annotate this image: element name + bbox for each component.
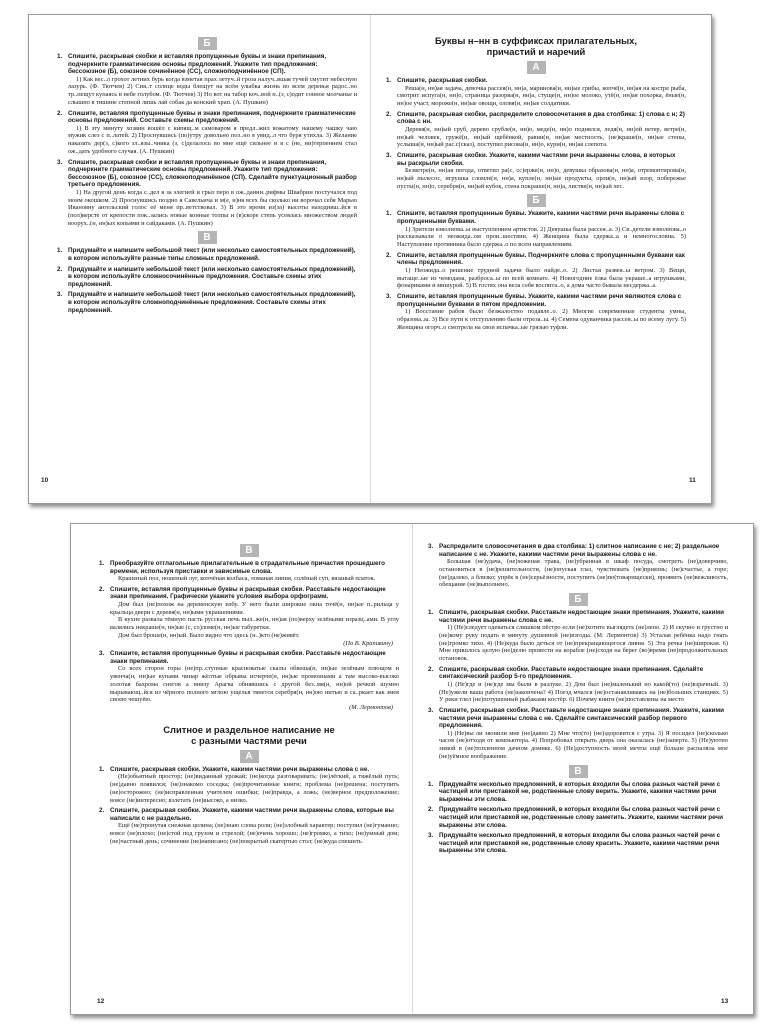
task-2: [99, 586, 399, 601]
task-instruction: Спишите, раскрывая скобки. Укажите, какими частями речи выражены слова, которые вы написали с не раздельно.: [110, 807, 394, 822]
task-instruction: Спишите, раскрывая скобки. Укажите, какими частями речи выражены слова, в которых вы раскрыли скобки.: [397, 152, 676, 167]
task-text: 1) (Не)где и (не)где мы были в разлуке. 2) Дом был (не)маленький но какой(то) (не)взрачный. 3) (Не)ужели ваша работа (не)закончена? 4) Поезд мчался (не)останавливаясь на (не)больших станциях. 5) У реки тлел (не)потушенный рыбаками костёр. 6) Почему книги (не)поставлены на место: [439, 680, 728, 704]
section-title: [386, 35, 686, 57]
section-title-line: Слитное и раздельное написание не: [163, 723, 335, 735]
task-instruction: Спишите, раскрывая скобки. Расставьте недостающие знаки препинания. Укажите, какими частями речи выражены слова с не.: [439, 609, 725, 624]
task-text: 1) Неожида..о решение трудной задачи было найде..о. 2) Листья развея..ы ветром. 3) Вещи, вытаще..ые из чемодана, разброса..ы по всей комнате. 4) Новогодние ёлка была украше..а игрушками, фонариками и мишурой. 5) В гостях она вела себя воспита..о, а дома часто бывала несдержа..а.: [397, 266, 686, 290]
task-2: [386, 252, 686, 267]
task-text: Крашеный пол, ношеный луг, копчёная колбаса, ломаная линия, солёный суп, вязаный платок.: [118, 575, 376, 583]
task-2: [99, 807, 399, 822]
task-3: [386, 152, 686, 167]
top-book-spread: [28, 14, 712, 504]
level-badge-a: А: [527, 61, 546, 74]
task-instruction: Придумайте и напишите небольшой текст (или несколько самостоятельных предложений), в котором используйте разные типы сложных предложений.: [68, 247, 356, 263]
level-badge-b: Б: [569, 593, 588, 606]
task-text: 1) Как вес..л грохот летних бурь когда взметая прах летуч..й гроза налуч..вшая тучей смутит небесную лазурь. (Ф. Тютчев) 2) Сия..т солнце воды блещут на всём улыбка жизнь во всем деревья радос..но тр..пещут купаясь в небе голубом. (Ф. Тютчев) 3) Но вот на табор коч..вой н..(з, с)одит сонное молчанье и слышно в тишине степной лишь лай собак да конский храп. (А. Пушкин): [68, 75, 357, 106]
task-instruction: Придумайте и напишите небольшой текст (или несколько самостоятельных предложений), в котором используйте сложносочинённые предложения. Составьте схемы этих предложений.: [68, 265, 356, 288]
section-title-line: Буквы н–нн в суффиксах прилагательных,: [435, 35, 637, 46]
task-number: 1.: [99, 560, 105, 567]
task-number: 3.: [428, 707, 434, 714]
level-badge-b: Б: [198, 37, 217, 50]
task-text: Дом был (не)похож на деревенскую избу. У него были широкие окна точё(н, нн)ые п..рильца у крыльца двери с деревя(н, нн)ыми украшениями.: [110, 601, 399, 616]
page-number: 13: [721, 998, 729, 1005]
task-instruction: Спишите, вставляя пропущенные буквы и раскрывая скобки. Расставьте недостающие знаки препинания. Графически укажите условия выбора орфограмм.: [110, 585, 386, 601]
task-number: 1.: [57, 247, 63, 255]
level-badge-a: А: [240, 750, 259, 763]
task-number: 3.: [57, 291, 63, 299]
task-instruction: Придумайте и напишите небольшой текст (или несколько самостоятельных предложений), в котором используйте сложноподчинённые предложения. Составьте схемы этих предложений.: [68, 291, 356, 314]
task-text: 1) (Не)вы ли звонили мне (не)давно 2) Мне что(то) (не)здоровится с утра. 3) Я посидел (не)сколько часов (не)отходя от компьютера. 4) Попробовал открыть дверь она оказалась (не)заперта. 5) (Не)уютно зимой в (не)топленном дачном домике. 6) (Не)доступность моей мечты ещё больше распаляла мое (не)уёмное воображение.: [439, 729, 728, 760]
spine-divider: [370, 15, 371, 503]
task-text: Большая (не)удача, (не)хоженая трава, (не)убранная в шкаф посуда, смотреть (не)доверчиво, остановиться в (не)решительности, (не)опуская глаз, чувствовать (не)приязнь; (не)счастье, а горе; (не)далеко, а близко; упрёк в (не)серьёзности, поступить (не)по(товарищески), проявить (не)вежливость, обещание (не)выполнено.: [439, 558, 728, 589]
task-number: 3.: [386, 293, 392, 300]
task-number: 1.: [386, 210, 392, 218]
section-title: [99, 724, 399, 746]
task-number: 1.: [386, 77, 392, 84]
task-2: [386, 111, 686, 126]
section-title-line: причастий и наречий: [486, 46, 586, 57]
task-3: [57, 159, 357, 189]
task-number: 3.: [428, 832, 434, 840]
page-11-content: [386, 33, 686, 488]
task-text: 1) (Не)следует одеваться слишком пёстро если (не)хотите выглядеть (не)лепо. 2) И скучно и грустно и (не)кому руку подать в минуту душевной (не)взгоды. (М. Лермонтов) 3) Усталая ребёнка надо гнать (не)громко тихо. 4) (Не)куда было деться от (не)прекращающегося ливня. 5) Эта речка (не)широкая. 6) Мне пришлось целую (не)делю провести на корабле (не)сходя на берег (во)время (не)продолжительных остановок.: [439, 624, 728, 662]
task-number: 1.: [428, 780, 434, 788]
task-instruction: Спишите, раскрывая скобки.: [397, 77, 488, 84]
task-1: [428, 781, 728, 804]
task-number: 2.: [428, 665, 434, 673]
page-13-content: [428, 540, 728, 998]
task-instruction: Преобразуйте отглагольные прилагательные в страдательные причастия прошедшего времени, используя приставки и зависимые слова.: [110, 560, 385, 575]
task-instruction: Спишите, раскрывая скобки. Расставьте недостающие знаки препинания. Сделайте синтаксический разбор 5-го предложения.: [439, 665, 704, 681]
page-12-content: [99, 540, 399, 998]
task-instruction: Спишите, раскрывая скобки, распределите словосочетания в два столбика: 1) слова с н; 2) слова с нн.: [397, 110, 685, 126]
task-text: 1) На другой день когда с..дел я за элегией и грыз перо в ож..дании..рифмы Швабрин постучался под моим окошком. 2) Проснувшись поздно я Савельича и м(е, и)ня всех бы сколько ни ворочал себя Марью Ивановну ангельский голос её меня пр..ветствовал. 3) В это время из(за) высоты находивш..йся в (пол)версте от крепости пок..зались новые конные толпы и (в)скоре степь усеялась множеством людей воорух..(н, нн)ых копьями и сайдаками. (А. Пушкин): [68, 188, 357, 227]
task-instruction: Придумайте несколько предложений, в которых входили бы слова разных частей речи с частицей или приставкой не, родственные слову заметить. Укажите, какими частями речи выражены эти слова.: [439, 806, 723, 829]
task-3: [428, 543, 728, 558]
task-text: 1) Восстание рабов было безжалостно подавле..о. 2) Многие современные студенты умны, образова..ы. 3) Все пути к отступлению были отреза..ы. 4) Семена одуванчика рассея..ы по всему лугу. 5) Женщина огорч..о смотрела на свои испачка..ые грязью туфли.: [397, 308, 686, 331]
task-number: 2.: [386, 110, 392, 118]
task-2: [57, 110, 357, 125]
task-1: [386, 77, 686, 85]
task-text: Дом был броше(н, нн)ый. Было видно что здесь (н..)кто (не)живёт.: [118, 631, 300, 639]
task-1: [57, 53, 357, 76]
task-instruction: Спишите, вставляя пропущенные буквы. Укажите, какими частями речи выражены слова с пропущенными буквами.: [397, 210, 685, 225]
task-instruction: Спишите, раскрывая скобки. Укажите, какими частями речи выражены слова с не.: [110, 765, 370, 773]
task-text: Со всех сторон горы (не)пр..ступные красноватые скалы обвеша(н, нн)ые зелёным плющом и увенча(н, нн)ые купами чинар жёлтые обрывы исчерче(н, нн)ые промоинами а там высоко-высоко золотая бахрома снегов а внизу Арагва обнявшись с другой без..мя(н, нн)ой речкой шумно вырывающ..йся из чёрного полного мглою ущелья тянется серебря(н, нн)ою нитью и сa..ркает как змея своею чешуёю.: [110, 665, 399, 704]
task-instruction: Спишите, вставляя пропущенные буквы. Укажите, какими частями речи являются слова с пропущенными буквами в пятом предложении.: [397, 293, 682, 308]
citation: (М. Лермонтов): [349, 704, 393, 711]
task-1: [99, 766, 399, 774]
task-2: [428, 806, 728, 829]
task-instruction: Придумайте несколько предложений, в которых входили бы слова разных частей речи с частицей или приставкой не, родственные слову верить. Укажите, какими частями речи выражены эти слова.: [439, 780, 721, 803]
task-2: [428, 666, 728, 681]
page-number: 10: [41, 477, 49, 484]
task-instruction: Придумайте несколько предложений, в которых входили бы слова разных частей речи с частицей или приставкой не, родственные слову красить. Укажите, какими частями речи выражены эти слова.: [439, 832, 721, 855]
task-text: Деревя(н, нн)ый сруб, дерево срубле(н, нн)о, меде(н, нн)о поднялся, ледя(н, нн)ой ветер, ветре(н, нн)ый человек, гружё(н, нн)ый щебёнкой, равни(н, нн)ая местность, (не)краше(н, нн)ые стены, услыша(н, нн)ый рас.с(сказ), поступил рисова(н, нн)о, кури(н, нн)ая слепота.: [397, 126, 686, 149]
task-instruction: Спишите, раскрывая скобки и вставляя пропущенные буквы и знаки препинания, подчеркните грамматические основы предложений. Укажите тип предложения: бессоюзное (Б), союзное (СС), сложноподчинённое (СП). Сделайте пунктуационный разбор третьего предложения.: [68, 158, 357, 189]
bottom-book-spread: [70, 523, 754, 1015]
task-number: 3.: [99, 650, 105, 658]
task-number: 2.: [99, 807, 105, 815]
level-badge-v: В: [240, 544, 259, 557]
task-text: 1) В эту минуту хозяин вошёл с кипящ..м самоваром я предл..жил вожатому нашему чашку чаю мужик слез с п..латей. 2) Проснувшись (по)утру довольно поз..но я увид..л что буря утихла. 3) Желание наказать дер(з, с)кого зл..язы..чника (з, с)делалось во мне ещё сильнее и я с (не, ни)терпением стал ож..дать удобного случая. (А. Пушкин): [68, 124, 357, 155]
task-2: [57, 266, 357, 289]
task-1: [428, 609, 728, 624]
task-instruction: Спишите, раскрывая скобки. Расставьте недостающие знаки препинания. Укажите, какими частями речи выражены слова с не. Сделайте синтаксический разбор первого предложения.: [439, 707, 725, 730]
page-number: 12: [97, 998, 105, 1005]
task-instruction: Спишите, вставляя пропущенные буквы и знаки препинания, подчеркните грамматические основы предложений. Составьте схемы предложений.: [68, 109, 356, 125]
task-instruction: Спишите, вставляя пропущенные буквы. Подчеркните слова с пропущенными буквами как члены предложения.: [397, 251, 685, 267]
task-text: 1) Зрители взволнова..ы выступлением артистов. 2) Девушка была рассея..а. 3) Св..детели взволнова..о рассказывали о неожида..ом прои..шествии. 4) Женщина была сдержа..а и немногословна. 5) Наступление противника было сдержа..о по всем направлениям.: [397, 225, 686, 248]
task-1: [57, 247, 357, 262]
task-text: Безветре(н, нн)ая погода, ответил ра(с, сс)ерже(н, нн)о, девушка образова(н, нн)а, отремонтирова(н, нн)ый пылесос, игрушка сломле(н, нн)а, купле(н, нн)ые продукты, орли(н, нн)ый взор, побережье пусты(н, нн)о, серебря(н, нн)ый кубок, стена покраше(н, нн)а, листве(н, нн)ый лес.: [397, 167, 686, 190]
spine-divider: [412, 524, 413, 1014]
task-number: 2.: [386, 251, 392, 259]
task-text: (Не)обьятный простор; (не)виданный урожай; (не)когда разговаривать; (не)лёгкий, а тяжёлый путь; (не)давно появился; (не)знакомо соседка; (не)прочитанные книги; проблема (не)решена; поступить (не)осторожно; (не)исправленная учителем ошибки; (не)правда, а ложь; (не)верное предположение; вовсе (не)интересно; взлетать (не)высоко, а низко.: [110, 773, 399, 804]
task-number: 1.: [57, 53, 63, 60]
page-10-content: [57, 33, 357, 488]
task-number: 2.: [99, 585, 105, 593]
task-3: [57, 291, 357, 314]
citation: (По В. Крапивину): [343, 639, 393, 647]
task-3: [428, 707, 728, 730]
task-instruction: Спишите, вставляя пропущенные буквы и раскрывая скобки. Расставьте недостающие знаки препинания.: [110, 650, 386, 665]
task-instruction: Распределите словосочетания в два столбика: 1) слитное написание с не; 2) раздельное написание с не. Укажите, какими частями речи выражены слова с не.: [439, 543, 720, 558]
task-number: 2.: [57, 109, 63, 117]
task-1: [99, 560, 399, 575]
task-3: [428, 832, 728, 855]
task-1: [386, 210, 686, 225]
task-text: Реша(н, нн)ая задача, девочка рассея(н, нн)а, маринова(н, нн)ые грибы, копчё(н, нн)ая на костре рыба, смотрит испуга(н, нн)о, страница разорва(н, нн)а, стуще(н, нн)ое молоко, утё(н, нн)ая похорка, ёные(н, нн)ое участ, мороже(н, нн)ые овощи, оловя(н, нн)ые солдатики.: [397, 84, 686, 108]
task-number: 2.: [57, 265, 63, 273]
task-3: [99, 650, 399, 665]
task-number: 3.: [386, 152, 392, 160]
task-number: 1.: [428, 609, 434, 616]
task-number: 3.: [428, 543, 434, 550]
page-number: 11: [689, 477, 696, 484]
task-text: Ещё (не)тронутая снежная целина; (не)знаю слова роли; (не)злобный характер; поступил (не)гуманно; вовсе (не)плохо; (не)стой под грузом и стрелой; (не)очень хорошо; (не)громко, а тихо; (не)умный дом; (не)частный день; сочинение (не)написано; (не)покрытый скатертью стол; (не)куда спешить.: [110, 822, 399, 845]
task-number: 2.: [428, 806, 434, 814]
task-instruction: Спишите, раскрывая скобки и вставляя пропущенные буквы и знаки препинания, подчеркните грамматические основы предложений. Укажите тип предложения: бессоюзное (Б), союзное сочинённое (СС), сложноподчинённое (СП).: [68, 53, 327, 76]
level-badge-v: В: [198, 231, 217, 244]
level-badge-v: В: [569, 765, 588, 778]
task-text: В кухне развала тёмную пасть русская печь выл..же(н, нн)ая (по)верху зелёными изразц..ами. В углу валялись некраше(н, нн)ые (с, со)ломе(н, нн)ые табуретки.: [110, 616, 399, 632]
task-number: 1.: [99, 765, 105, 773]
task-3: [386, 293, 686, 308]
section-title-line: с разными частями речи: [191, 734, 307, 746]
task-number: 3.: [57, 158, 63, 166]
level-badge-b: Б: [527, 194, 546, 207]
